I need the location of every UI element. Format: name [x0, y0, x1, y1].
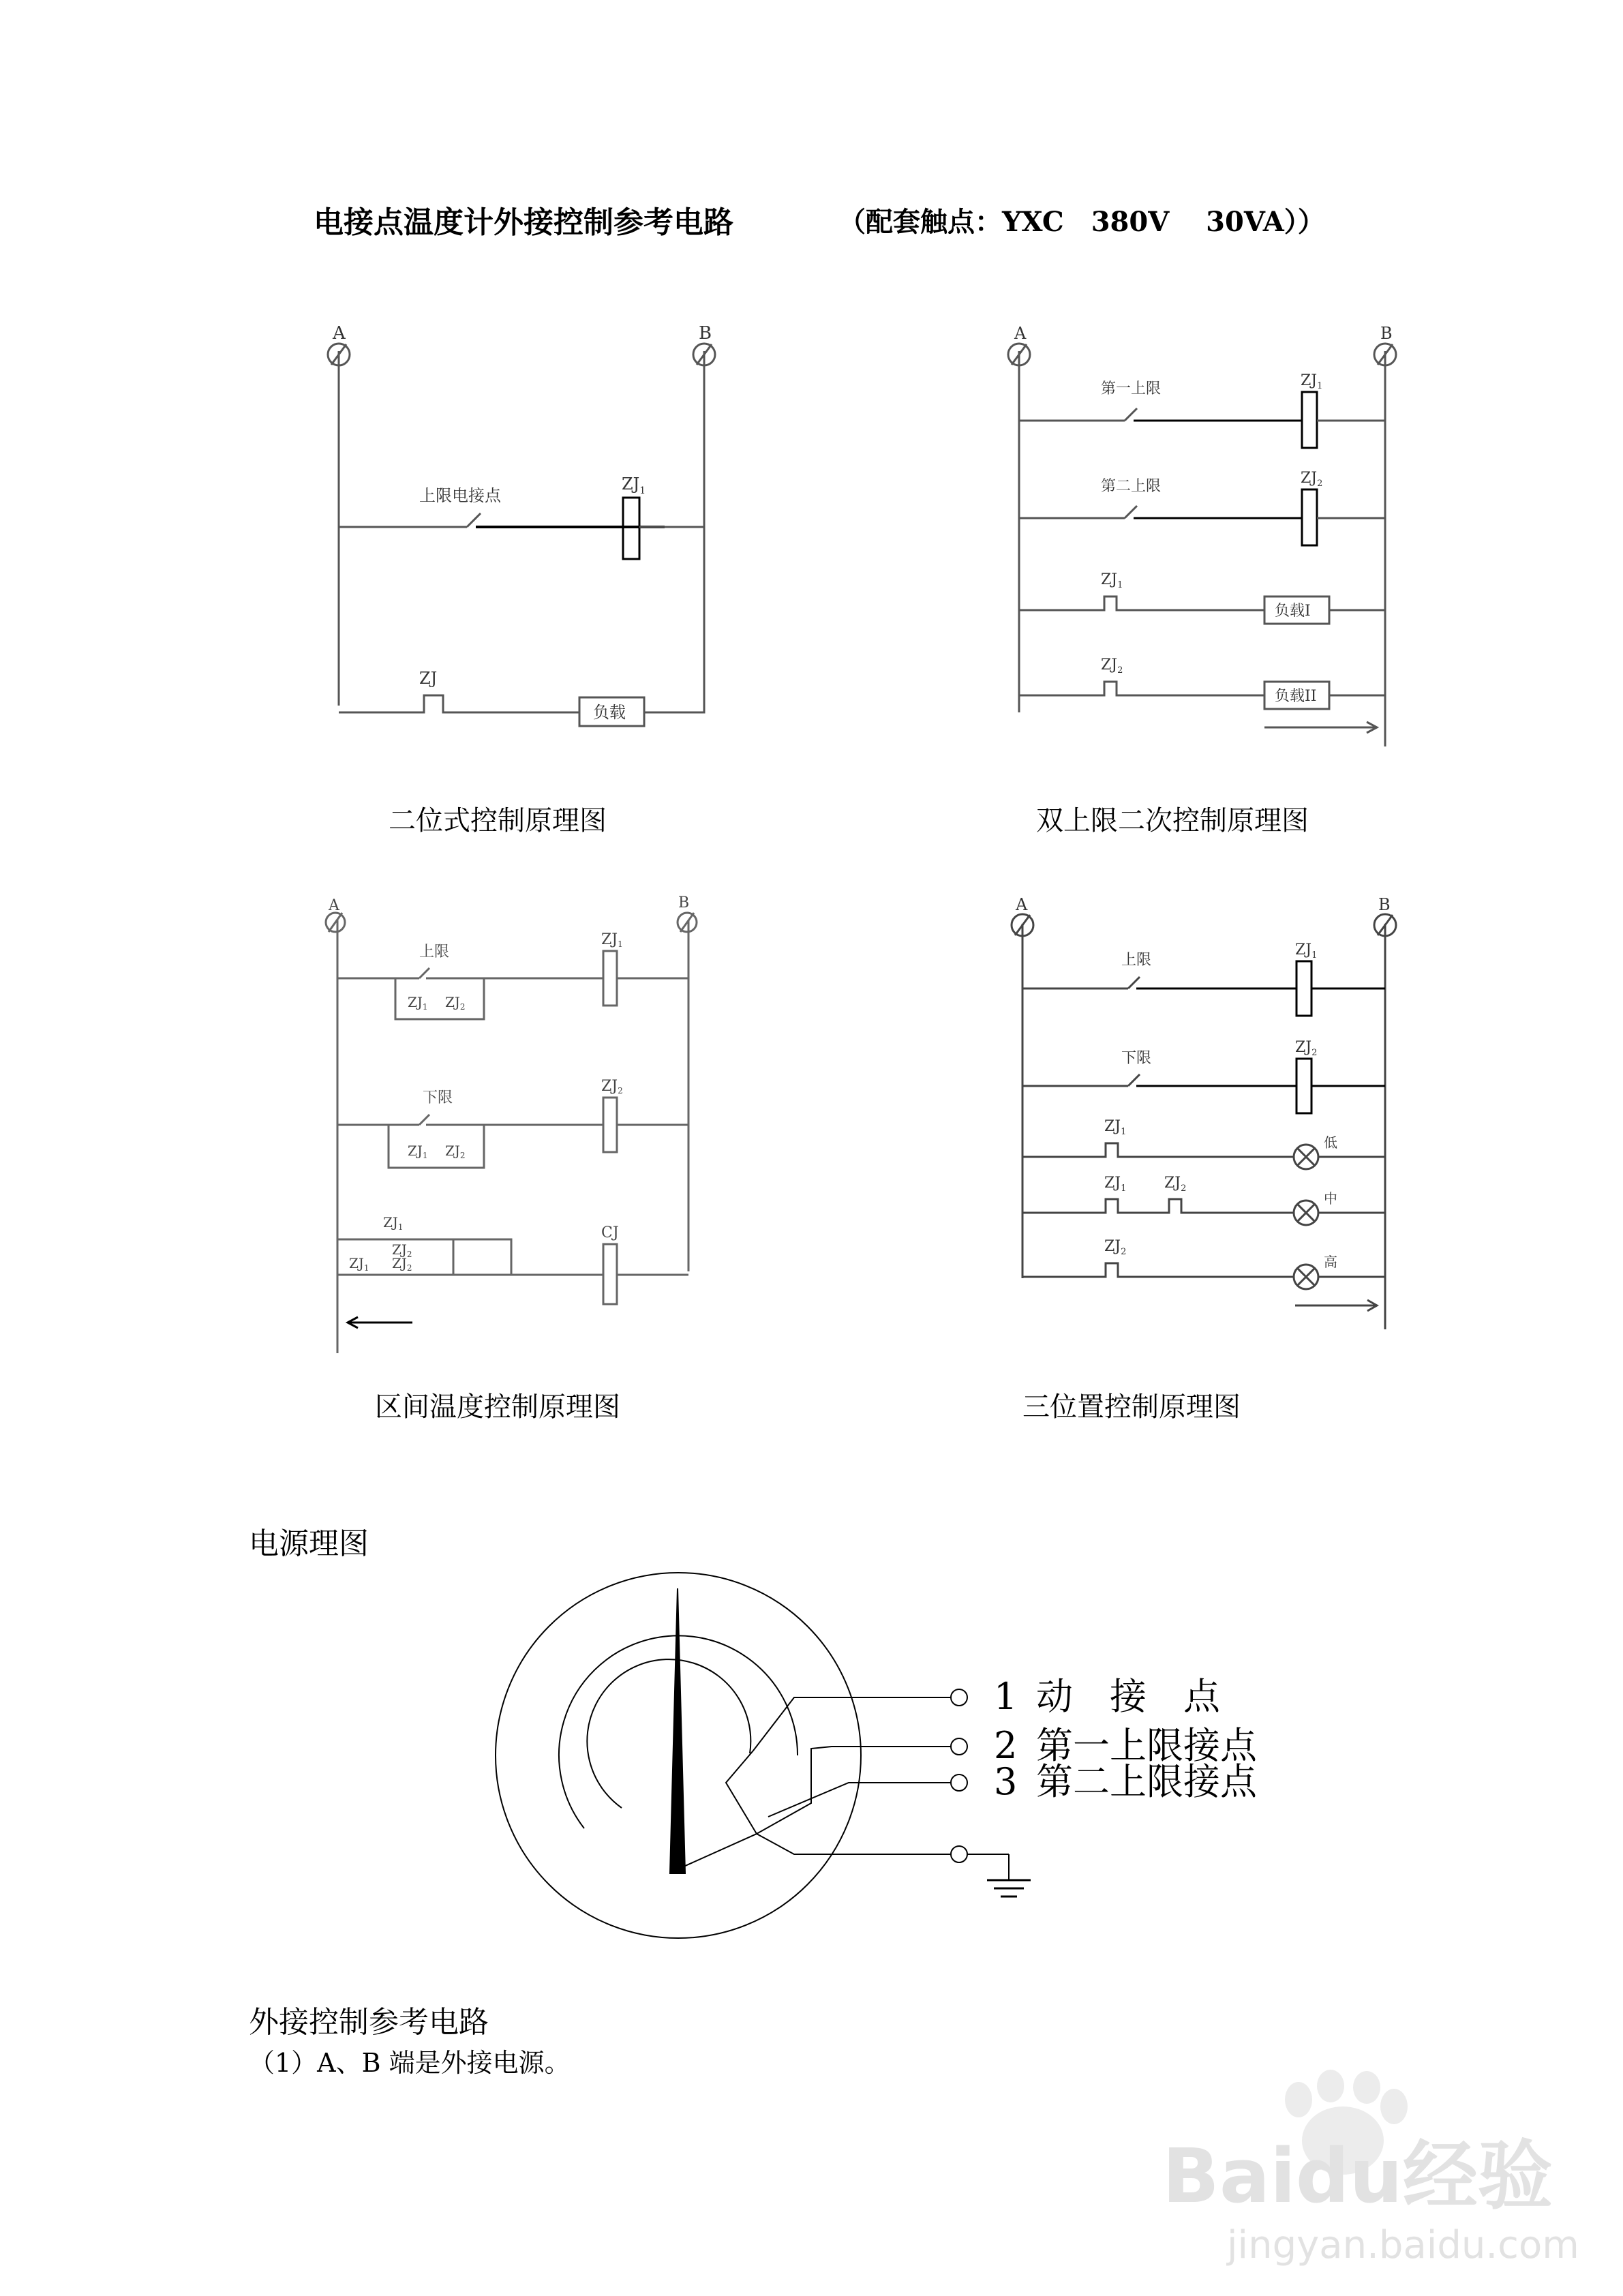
page-title: 电接点温度计外接控制参考电路 — [314, 205, 733, 240]
cj-zj2-low-label: $ZJ_2$ — [392, 1255, 412, 1273]
ground-icon — [967, 1854, 1031, 1897]
upper-contact-label: 上限电接点 — [419, 486, 501, 505]
external-circuit-heading: 外接控制参考电路 — [249, 2005, 489, 2040]
high-zj2-contact-icon — [1022, 1263, 1294, 1277]
terminal-b-label: B — [1378, 895, 1391, 914]
low-zj1-label: $ZJ_1$ — [1104, 1118, 1127, 1137]
first-upper-label: 第一上限 — [1101, 380, 1162, 397]
terminal-1-icon — [951, 1689, 967, 1706]
power-diagram-heading: 电源理图 — [249, 1526, 369, 1561]
zj2-coil-label: $ZJ_2$ — [1295, 1039, 1318, 1058]
mid-lamp-label: 中 — [1324, 1190, 1337, 1207]
terminal-3-number: 3 — [994, 1760, 1018, 1803]
diagram2-caption: 双上限二次控制原理图 — [1036, 805, 1309, 836]
terminal-b-label: B — [678, 894, 690, 911]
terminal-a-label: A — [1016, 895, 1028, 914]
load2-label: 负载II — [1275, 688, 1317, 705]
terminal-3-icon — [951, 1774, 967, 1791]
baidu-jingyan-watermark — [1159, 2072, 1579, 2270]
zj2-coil-icon — [603, 1098, 617, 1152]
cj-coil-icon — [603, 1244, 617, 1304]
watermark-url: jingyan.baidu.com — [1227, 2223, 1579, 2267]
range-temperature-control-diagram — [300, 883, 723, 1360]
mid-contacts-icon — [1022, 1199, 1294, 1213]
terminal-1-number: 1 — [994, 1675, 1018, 1718]
cj-zj1-top-label: $ZJ_1$ — [383, 1214, 404, 1232]
upper-contact-icon — [419, 968, 429, 978]
zj1-coil-icon — [1296, 961, 1311, 1016]
zj2-coil-label: ZJ2 — [601, 1078, 623, 1096]
upper-label: 上限 — [419, 943, 450, 961]
pointer-needle-icon — [670, 1588, 685, 1873]
terminal-a-label: A — [333, 323, 346, 344]
lower-contact-icon — [419, 1115, 429, 1125]
lower-label: 下限 — [423, 1089, 453, 1106]
mid-zj1-label: $ZJ_1$ — [1104, 1175, 1127, 1194]
nc-contact-label: ZJ — [419, 669, 438, 688]
cj-coil-label: CJ — [601, 1224, 619, 1241]
power-wiring-diagram — [477, 1554, 1295, 1957]
ground-terminal-icon — [951, 1846, 967, 1862]
lower-contact-icon — [1128, 1074, 1140, 1086]
two-position-control-diagram — [307, 310, 743, 746]
cj-zj2-mid-label: $ZJ_2$ — [392, 1241, 412, 1259]
relay1-label: $ZJ_1$ — [1301, 372, 1323, 391]
diagram3-caption: 区间温度控制原理图 — [375, 1391, 620, 1423]
low-zj1-contact-icon — [1022, 1143, 1294, 1157]
high-lamp-label: 高 — [1324, 1254, 1337, 1270]
second-upper-label: 第二上限 — [1101, 478, 1162, 495]
relay1-coil-icon — [1302, 392, 1317, 448]
zj1-contact-label: $ZJ_1$ — [1101, 571, 1123, 590]
terminal-b-label: B — [1380, 324, 1393, 343]
watermark-brand: Baidu经验 — [1162, 2132, 1553, 2220]
terminal-2-icon — [951, 1738, 967, 1755]
upper-zj2-label: $ZJ_2$ — [445, 994, 466, 1012]
relay2-coil-icon — [1302, 489, 1317, 545]
zj1-coil-label: ZJ1 — [601, 931, 623, 949]
lower-parallel-contacts — [389, 1125, 484, 1168]
zj1-contact-icon — [1019, 596, 1264, 610]
mid-zj2-label: $ZJ_2$ — [1164, 1175, 1187, 1194]
lower-zj1-label: $ZJ_1$ — [408, 1143, 428, 1160]
terminal-b-label: B — [699, 323, 712, 344]
load-label: 负载 — [593, 703, 626, 722]
lower-zj2-label: $ZJ_2$ — [445, 1143, 466, 1160]
upper-contact-icon — [467, 513, 481, 527]
upper-zj1-label: $ZJ_1$ — [408, 994, 428, 1012]
terminal-a-label: A — [1014, 324, 1027, 343]
relay2-label: $ZJ_2$ — [1301, 470, 1323, 489]
zj2-coil-icon — [1296, 1059, 1311, 1113]
three-position-control-diagram — [995, 883, 1418, 1360]
terminal-2-label: 第一上限接点 — [1036, 1724, 1257, 1767]
lower-label: 下限 — [1121, 1050, 1152, 1067]
terminal-2-number: 2 — [994, 1724, 1018, 1767]
zj1-coil-label: $ZJ_1$ — [1295, 941, 1318, 961]
double-upper-limit-diagram — [995, 310, 1418, 760]
diagram1-caption: 二位式控制原理图 — [389, 805, 607, 836]
cj-zj1-low-label: $ZJ_1$ — [349, 1255, 369, 1273]
zj2-contact-label: $ZJ_2$ — [1101, 656, 1123, 676]
first-upper-contact-icon — [1125, 408, 1137, 421]
relay-label: $ZJ_1$ — [622, 474, 646, 496]
upper-label: 上限 — [1121, 952, 1152, 969]
zj2-contact-icon — [1019, 682, 1264, 695]
high-zj2-label: $ZJ_2$ — [1104, 1238, 1127, 1257]
load1-label: 负载I — [1275, 603, 1311, 620]
terminal-3-label: 第二上限接点 — [1036, 1760, 1257, 1803]
terminal-a-label: A — [329, 897, 339, 914]
zj1-coil-icon — [603, 951, 617, 1006]
contact-spec-note: （配套触点：YXC 380V 30VA）） — [838, 206, 1325, 238]
low-lamp-label: 低 — [1324, 1134, 1337, 1151]
external-circuit-note-1: （1）A、B 端是外接电源。 — [249, 2048, 571, 2078]
inner-scale-arc-icon — [587, 1659, 750, 1808]
second-upper-contact-icon — [1125, 506, 1137, 518]
nc-contact-icon — [339, 695, 579, 712]
terminal-1-label: 动 接 点 — [1036, 1675, 1220, 1718]
upper-contact-icon — [1128, 977, 1140, 988]
diagram4-caption: 三位置控制原理图 — [1022, 1391, 1241, 1423]
